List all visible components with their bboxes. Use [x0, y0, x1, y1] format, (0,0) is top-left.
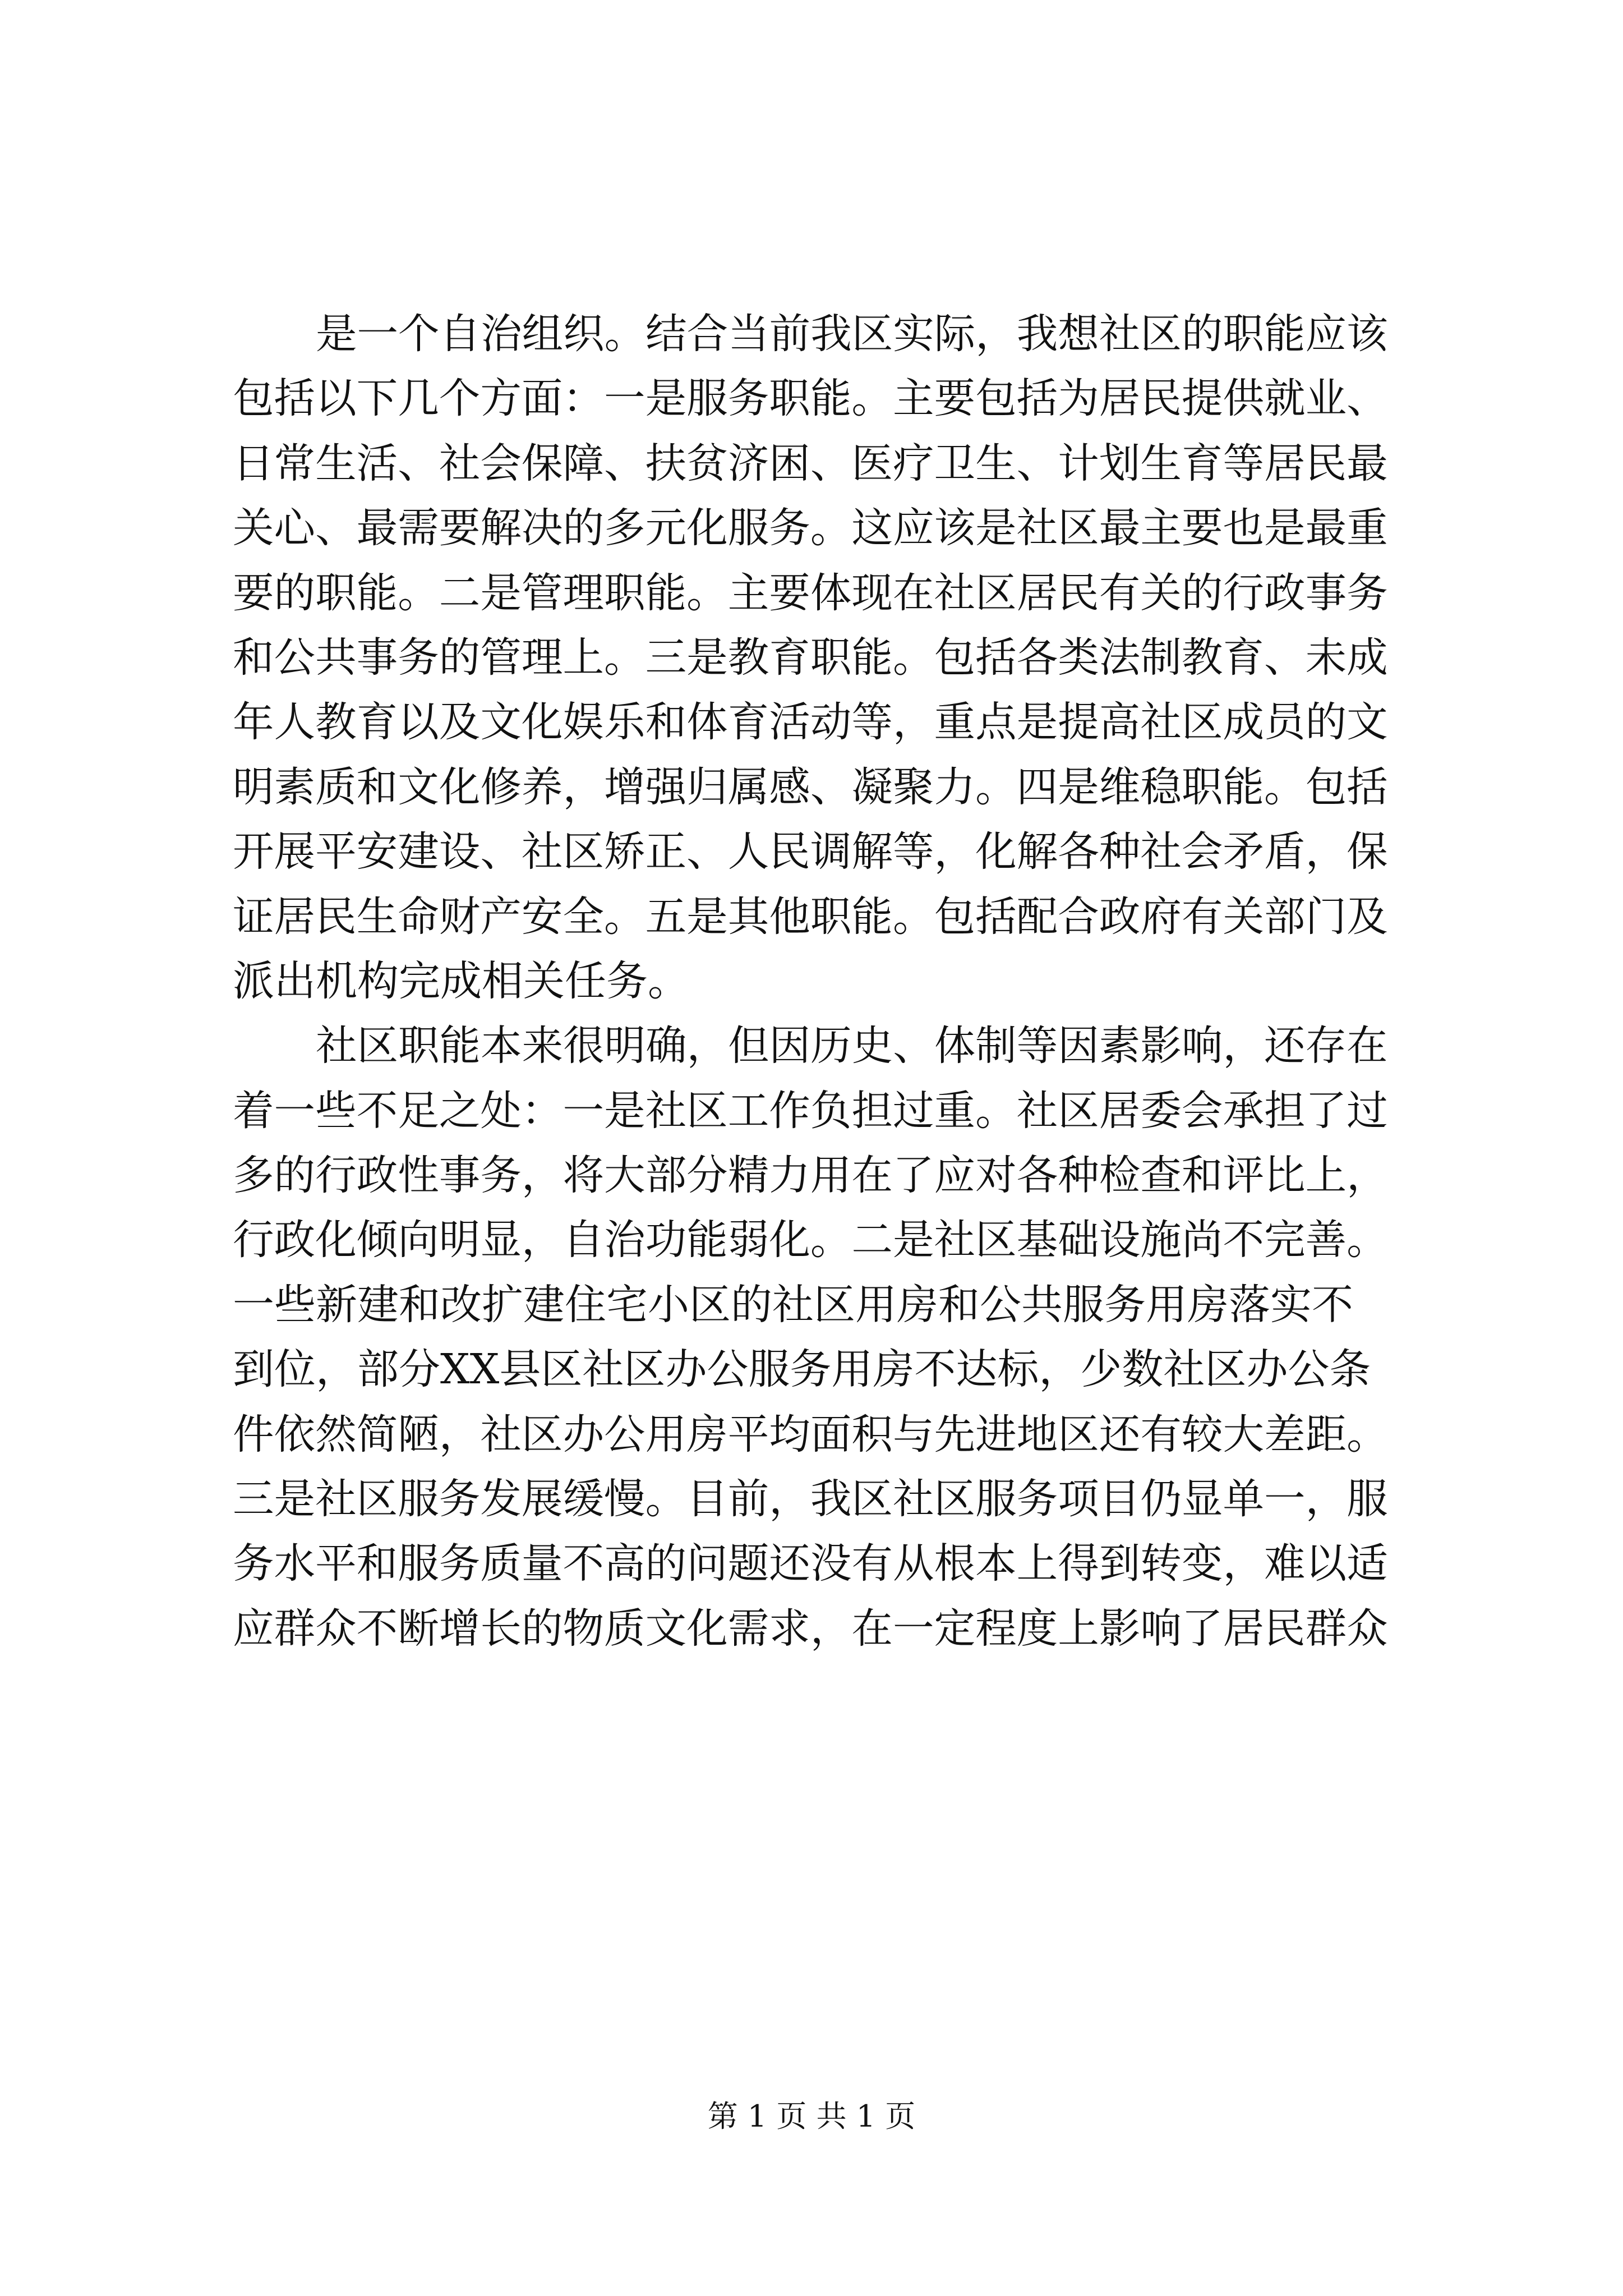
- text-line: 包括以下几个方面：一是服务职能。主要包括为居民提供就业、: [233, 375, 1388, 423]
- text-line: 年人教育以及文化娱乐和体育活动等，重点是提高社区成员的文: [233, 698, 1388, 747]
- body-text: [233, 302, 1388, 1661]
- text-line: 到位，部分XX县区社区办公服务用房不达标，少数社区办公条: [233, 1345, 1371, 1394]
- text-line: 证居民生命财产安全。五是其他职能。包括配合政府有关部门及: [233, 892, 1388, 941]
- text-line: 是一个自治组织。结合当前我区实际，我想社区的职能应该: [316, 310, 1388, 358]
- text-line: 日常生活、社会保障、扶贫济困、医疗卫生、计划生育等居民最: [233, 439, 1388, 487]
- text-line: 要的职能。二是管理职能。主要体现在社区居民有关的行政事务: [233, 569, 1388, 617]
- text-line: 和公共事务的管理上。三是教育职能。包括各类法制教育、未成: [233, 633, 1388, 682]
- text-line: 明素质和文化修养，增强归属感、凝聚力。四是维稳职能。包括: [233, 763, 1388, 811]
- text-line: 关心、最需要解决的多元化服务。这应该是社区最主要也是最重: [233, 504, 1388, 553]
- text-line: 务水平和服务质量不高的问题还没有从根本上得到转变，难以适: [233, 1540, 1388, 1588]
- text-line: 一些新建和改扩建住宅小区的社区用房和公共服务用房落实不: [233, 1280, 1353, 1329]
- text-line: 派出机构完成相关任务。: [233, 956, 689, 1005]
- text-line: 着一些不足之处：一是社区工作负担过重。社区居委会承担了过: [233, 1087, 1388, 1135]
- text-line: 三是社区服务发展缓慢。目前，我区社区服务项目仍显单一，服: [233, 1475, 1388, 1524]
- text-line: 应群众不断增长的物质文化需求，在一定程度上影响了居民群众: [233, 1604, 1388, 1653]
- text-line: 多的行政性事务，将大部分精力用在了应对各种检查和评比上，: [233, 1152, 1388, 1200]
- text-line: 件依然简陋，社区办公用房平均面积与先进地区还有较大差距。: [233, 1410, 1388, 1458]
- page-footer: 第 1 页 共 1 页: [707, 2099, 916, 2134]
- text-line: 行政化倾向明显，自治功能弱化。二是社区基础设施尚不完善。: [233, 1216, 1388, 1264]
- text-line: 开展平安建设、社区矫正、人民调解等，化解各种社会矛盾，保: [233, 828, 1388, 876]
- text-line: 社区职能本来很明确，但因历史、体制等因素影响，还存在: [316, 1022, 1388, 1070]
